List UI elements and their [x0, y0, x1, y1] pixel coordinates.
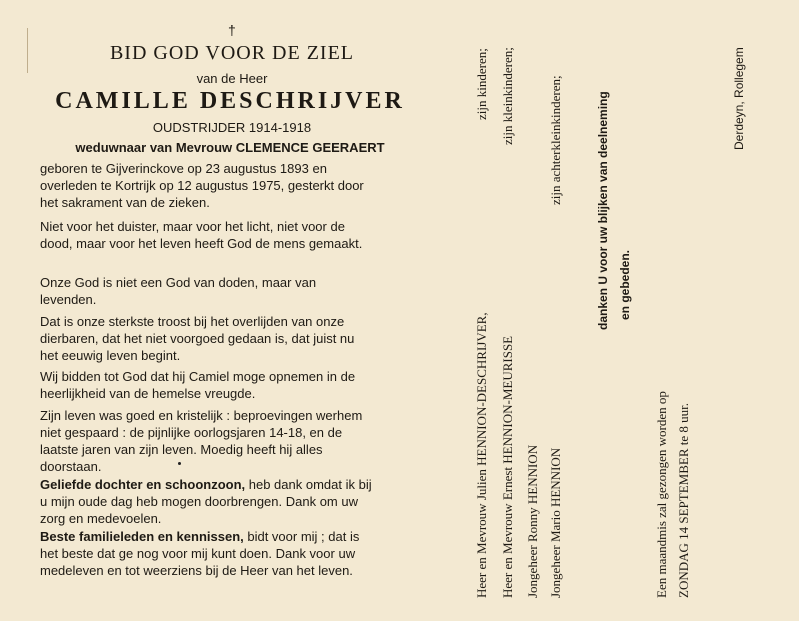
birth-death-text: geboren te Gijverinckove op 23 augustus 1893 en overleden te Kortrijk op 12 augustus 1975, gesterkt door het sakrament van de zieken. [40, 161, 364, 210]
paragraph-4: Wij bidden tot God dat hij Camiel moge opnemen in de heerlijkheid van de hemelse vreugde. [40, 369, 356, 401]
label-children: zijn kinderen; [474, 48, 489, 120]
paragraph-5: Zijn leven was goed en kristelijk : beproevingen werhem niet gespaard : de pijnlijke oorlogsjaren 14-18, en de laatste jaren van zijn leven. Moedig heeft hij alles doorstaan. [40, 408, 363, 474]
paragraph-6 [40, 476, 375, 527]
paragraph-3: Dat is onze sterkste troost bij het overlijden van onze dierbaren, dat het niet voorgoed gedaan is, dat juist nu het eeuwig leven begint. [40, 314, 355, 363]
label-great-grandchildren: zijn achterkleinkinderen; [548, 75, 563, 205]
paragraph-1: Niet voor het duister, maar voor het licht, niet voor de dood, maar voor het leven heeft God de mens gemaakt. [40, 219, 363, 251]
veteran-line: OUDSTRIJDER 1914-1918 [152, 120, 312, 135]
printer-name: Derdeyn, Rollegem [732, 47, 746, 150]
card-title: BID GOD VOOR DE ZIEL [109, 42, 355, 64]
thanks-line-1: danken U voor uw blijken van deelneming [596, 91, 610, 330]
paragraph-6-text: heb dank omdat ik bij u mijn oude dag heb mogen doorbrengen. Dank om uw zorg en medevoelen. [40, 477, 372, 526]
widower-line: weduwnaar van Mevrouw CLEMENCE GEERAERT [75, 140, 385, 155]
deceased-name: CAMILLE DESCHRIJVER [55, 88, 405, 114]
paragraph-7 [40, 528, 375, 579]
family-row-4: Jongeheer Mario HENNION [548, 447, 563, 598]
family-row-2: Heer en Mevrouw Ernest HENNION-MEURISSE [500, 335, 515, 598]
paragraph-2: Onze God is niet een God van doden, maar van levenden. [40, 275, 317, 307]
dot-mark [178, 462, 181, 465]
paragraph-7-text: bidt voor mij ; dat is het beste dat ge nog voor mij kunt doen. Dank voor uw medeleven en tot weerziens bij de Heer van het leven. [40, 529, 360, 578]
paragraph-6-bold: Geliefde dochter en schoonzoon, [40, 477, 246, 492]
cross-icon: † [228, 22, 236, 38]
family-row-1: Heer en Mevrouw Julien HENNION-DESCHRIJVER, [474, 312, 489, 598]
card-subtitle: van de Heer [196, 71, 268, 86]
thanks-line-2: en gebeden. [618, 249, 632, 320]
mass-line-1: Een maandmis zal gezongen worden op [654, 391, 669, 598]
mass-line-2: ZONDAG 14 SEPTEMBER te 8 uur. [676, 403, 691, 598]
paragraph-7-bold: Beste familieleden en kennissen, [40, 529, 244, 544]
edge-mark [27, 28, 28, 73]
label-grandchildren: zijn kleinkinderen; [500, 47, 515, 145]
family-row-3: Jongeheer Ronny HENNION [525, 444, 540, 598]
